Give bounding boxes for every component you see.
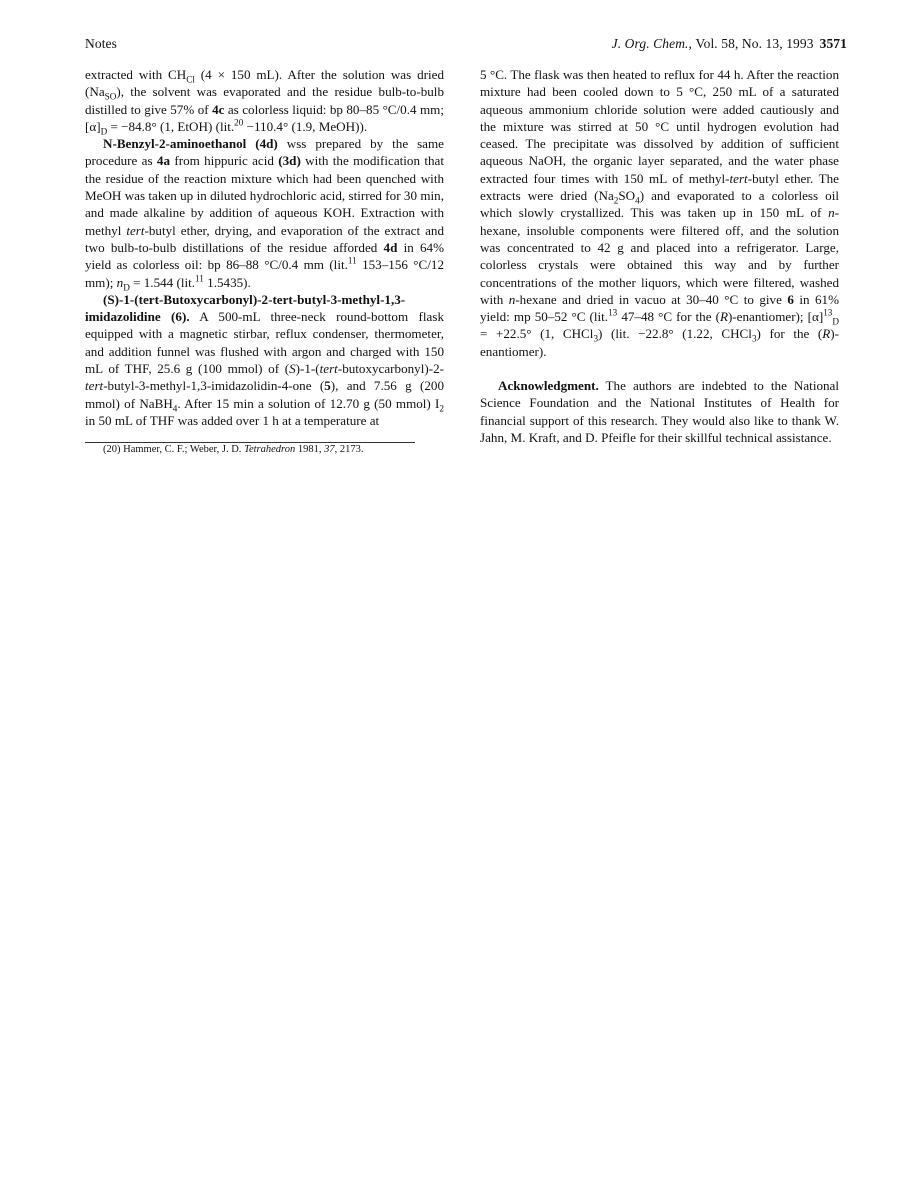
running-head bbox=[85, 36, 847, 52]
compound-heading-4d: N-Benzyl-2-aminoethanol (4d) bbox=[103, 136, 278, 152]
acknowledgment-heading: Acknowledgment. bbox=[498, 378, 599, 394]
paragraph-compound-6: (S)-1-(tert-Butoxycarbonyl)-2-tert-butyl-3-methyl-1,3-imidazolidine (6). A 500-mL three-neck round-bottom flask equipped with a magnetic stirbar, reflux condenser, thermometer, and addition funnel was flushed with argon and charged with 150 mL of THF, 25.6 g (100 mmol) of (S)-1-(tert-butoxycarbonyl)-2-tert-butyl-3-methyl-1,3-imidazolidin-4-one (5), and 7.56 g (200 mmol) of NaBH$_4$. After 15 min a solution of 12.70 g (50 mmol) $I_2$ in 50 mL of THF was added over 1 h at a temperature at bbox=[85, 291, 444, 428]
right-column bbox=[480, 66, 839, 446]
paragraph-compound-6-continued: 5 °C. The flask was then heated to reflux for 44 h. After the reaction mixture had been cooled down to 5 °C, 250 mL of a saturated aqueous ammonium chloride solution were added cautiously and the mixture was stirred at 50 °C until hydrogen evolution had ceased. The precipitate was dissolved by addition of sufficient aqueous NaOH, the organic layer separated, and the water phase extracted four times with 150 mL of methyl-tert-butyl ether. The extracts were dried $(Na_2SO_4)$ and evaporated to a colorless oil which slowly crystallized. This was taken up in 150 mL of n-hexane, insoluble components were filtered off, and the solution was concentrated to 42 g and placed into a refrigerator. Large, colorless crystals were obtained this way and by further concentrations of the mother liquors, which were filtered, washed with n-hexane and dried in vacuo at 30–40 °C to give 6 in 61% yield: mp 50–52 °C (lit.$^{13}$ 47–48 °C for the (R)-enantiomer); $[\alpha]^{13}_D = +22.5^\circ$ (1, CHCl$_3$) (lit. −22.8° (1.22, CHCl$_3$) for the (R)-enantiomer). bbox=[480, 67, 840, 359]
page-number: 3571 bbox=[819, 36, 847, 51]
journal-citation bbox=[612, 36, 847, 52]
acknowledgment-text: The authors are indebted to the National Science Foundation and the National Institutes of Health for financial support of this research. They would also like to thank W. Jahn, M. Kraft, and D. Pfeifle for their skillful technical assistance. bbox=[480, 378, 839, 445]
left-column bbox=[85, 66, 444, 457]
paragraph-4c-workup: extracted with $CH_{Cl}$ (4 × 150 mL). After the solution was dried $(Na_{SO})$, the solvent was evaporated and the residue bulb-to-bulb distilled to give 57% of 4c as colorless liquid: bp 80–85 °C/0.4 mm; $[\alpha]_D = -84.8^\circ$ (1, EtOH) (lit.$^{20}$ −110.4° (1.9, MeOH)). bbox=[85, 67, 444, 137]
journal-name: J. Org. Chem., bbox=[611, 36, 692, 51]
paragraph-4d: N-Benzyl-2-aminoethanol (4d) wss prepared by the same procedure as 4a from hippuric acid (3d) with the modification that the residue of the reaction mixture which had been quenched with MeOH was taken up in diluted hydrochloric acid, stirred for 30 min, and made alkaline by addition of aqueous KOH. Extraction with methyl tert-butyl ether, drying, and evaporation of the extract and two bulb-to-bulb distillations of the residue afforded 4d in 64% yield as colorless oil: bp 86–88 °C/0.4 mm (lit.$^{11}$ 153–156 °C/12 mm); $n_D = 1.544$ (lit.$^{11}$ 1.5435). bbox=[85, 136, 445, 293]
acknowledgment-paragraph bbox=[480, 377, 839, 446]
section-label: Notes bbox=[85, 36, 117, 51]
compound-heading-6: (S)-1-(tert-Butoxycarbonyl)-2-tert-butyl-3-methyl-1,3-imidazolidine (6). bbox=[85, 291, 406, 325]
footnote-20: (20) Hammer, C. F.; Weber, J. D. Tetrahedron 1981, 37, 2173. bbox=[103, 444, 364, 456]
journal-volume: Vol. 58, No. 13, 1993 bbox=[695, 36, 814, 51]
